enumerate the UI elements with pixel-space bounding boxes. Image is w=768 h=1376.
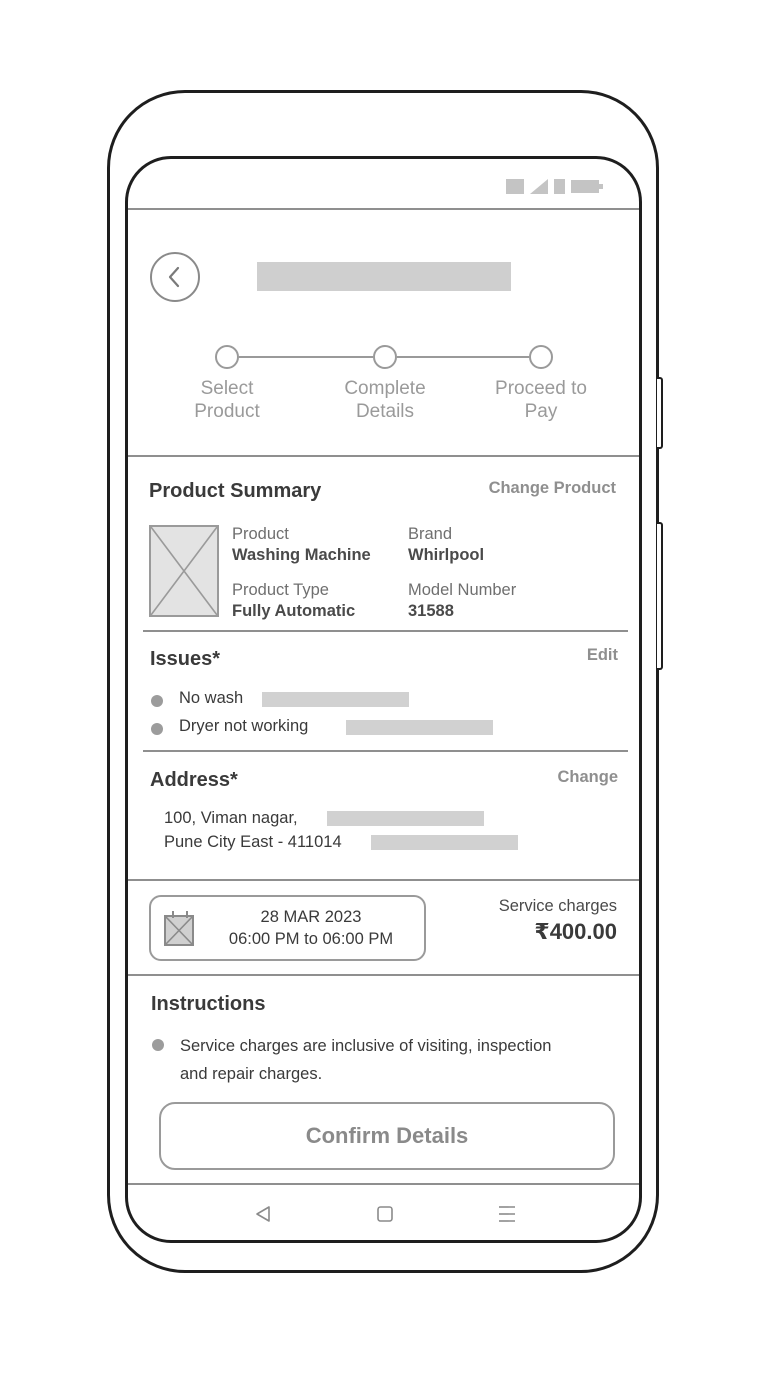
status-bar <box>506 179 599 194</box>
step-dot-select-product <box>215 345 239 369</box>
step-label-complete-details: Complete Details <box>344 378 426 422</box>
confirm-details-button[interactable]: Confirm Details <box>159 1102 615 1170</box>
schedule-date: 28 MAR 2023 <box>260 908 362 926</box>
calendar-icon <box>164 915 194 946</box>
address-line-1: 100, Viman nagar, <box>164 809 298 827</box>
instructions-title: Instructions <box>151 993 266 1015</box>
product-label: Product <box>232 525 289 543</box>
network-icon <box>506 179 524 194</box>
menu-icon[interactable] <box>497 1204 517 1224</box>
back-button[interactable] <box>150 252 200 302</box>
change-product-link[interactable]: Change Product <box>488 479 616 497</box>
edit-issues-link[interactable]: Edit <box>586 646 618 664</box>
model-number-label: Model Number <box>408 581 517 599</box>
image-placeholder-cross <box>151 527 217 615</box>
chevron-left-icon <box>165 265 185 289</box>
address-title: Address* <box>150 769 238 791</box>
page-title-placeholder <box>257 262 511 291</box>
nav-divider <box>128 1183 642 1185</box>
bullet-icon <box>152 1039 164 1051</box>
issue-item: Dryer not working <box>179 717 309 735</box>
calendar-ring <box>186 911 188 918</box>
volume-button <box>657 377 663 449</box>
image-placeholder-icon <box>149 525 219 617</box>
brand-value: Whirlpool <box>408 546 485 564</box>
address-line-2: Pune City East - 411014 <box>164 833 342 851</box>
schedule-box[interactable] <box>149 895 426 961</box>
wifi-icon <box>554 179 565 194</box>
status-divider <box>128 208 642 210</box>
address-divider <box>128 879 642 881</box>
product-type-value: Fully Automatic <box>232 602 356 620</box>
battery-icon <box>571 180 599 193</box>
issue-detail-placeholder <box>346 720 493 735</box>
step-label-select-product: Select Product <box>194 378 260 422</box>
product-summary-title: Product Summary <box>149 480 322 502</box>
step-label-proceed-to-pay: Proceed to Pay <box>495 378 587 422</box>
product-divider <box>143 630 628 632</box>
service-charges-amount: ₹400.00 <box>534 919 617 944</box>
phone-screen <box>125 156 642 1243</box>
service-charges-label: Service charges <box>498 897 617 915</box>
address-placeholder <box>327 811 484 826</box>
address-placeholder <box>371 835 518 850</box>
schedule-time: 06:00 PM to 06:00 PM <box>228 930 394 948</box>
model-number-value: 31588 <box>408 602 454 620</box>
issues-divider <box>143 750 628 752</box>
schedule-divider <box>128 974 642 976</box>
stepper-connector <box>397 356 529 358</box>
instructions-line-2: and repair charges. <box>180 1065 323 1083</box>
bullet-icon <box>151 723 163 735</box>
square-home-icon[interactable] <box>375 1204 395 1224</box>
calendar-ring <box>172 911 174 918</box>
brand-label: Brand <box>408 525 453 543</box>
issues-title: Issues* <box>150 648 221 670</box>
bullet-icon <box>151 695 163 707</box>
instructions-text <box>180 1032 630 1088</box>
issue-detail-placeholder <box>262 692 409 707</box>
calendar-cross <box>166 917 192 944</box>
stepper-connector <box>239 356 373 358</box>
power-button <box>657 522 663 670</box>
instructions-line-1: Service charges are inclusive of visiting, inspection <box>180 1037 552 1055</box>
signal-icon <box>530 179 548 194</box>
product-value: Washing Machine <box>232 546 371 564</box>
triangle-back-icon[interactable] <box>253 1204 273 1224</box>
step-dot-proceed-to-pay <box>529 345 553 369</box>
issue-item: No wash <box>179 689 244 707</box>
header-divider <box>128 455 642 457</box>
change-address-link[interactable]: Change <box>557 768 618 786</box>
step-dot-complete-details <box>373 345 397 369</box>
product-type-label: Product Type <box>232 581 329 599</box>
